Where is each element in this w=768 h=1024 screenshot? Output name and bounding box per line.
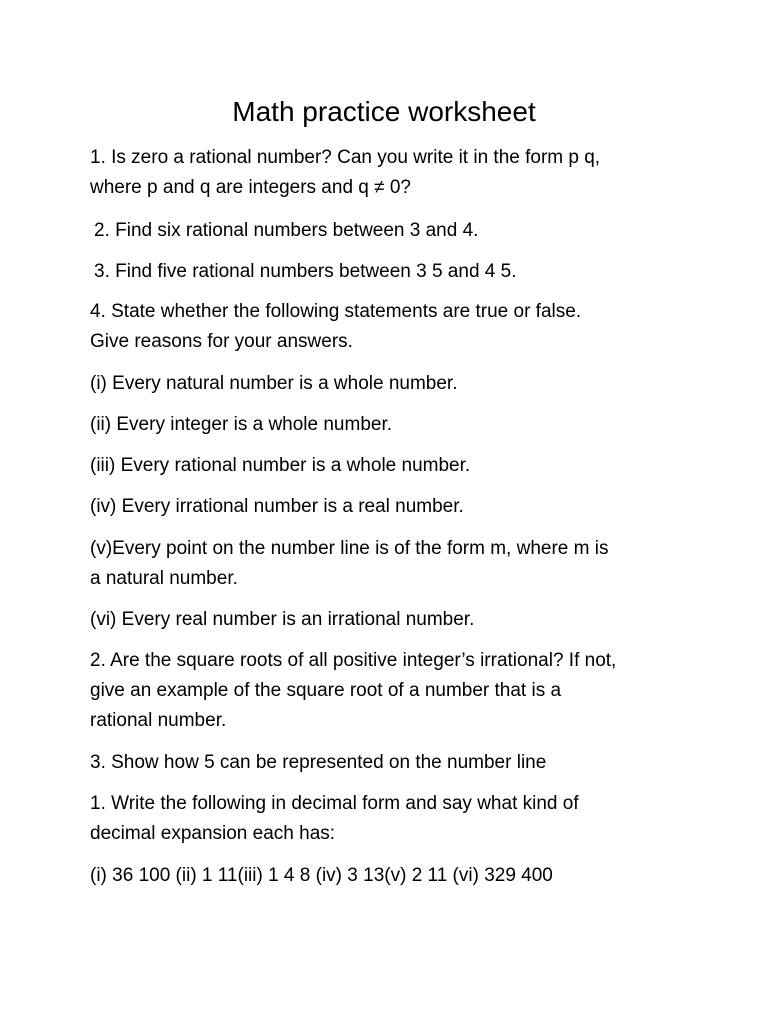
question-line: where p and q are integers and q ≠ 0? [90, 177, 411, 198]
question-line: (i) 36 100 (ii) 1 11(iii) 1 4 8 (iv) 3 13(v) 2 11 (vi) 329 400 [90, 865, 553, 886]
question-3-five-rationals [94, 257, 694, 287]
statement-line: (v)Every point on the number line is of the form m, where m is [90, 538, 609, 559]
question-line: decimal expansion each has: [90, 823, 336, 844]
statement-i [90, 369, 690, 399]
question-line: 3. Find five rational numbers between 3 5 and 4 5. [94, 261, 517, 282]
question-4-true-false [90, 297, 690, 357]
question-square-roots [90, 646, 690, 736]
statement-line: (i) Every natural number is a whole number. [90, 373, 458, 394]
question-2-six-rationals [94, 216, 694, 246]
question-decimal-form [90, 789, 690, 849]
question-line: give an example of the square root of a number that is a [90, 680, 562, 701]
statement-line: (iv) Every irrational number is a real number. [90, 496, 464, 517]
question-line: Give reasons for your answers. [90, 331, 353, 352]
question-line: rational number. [90, 710, 227, 731]
question-number-line [90, 748, 690, 778]
statement-line: (iii) Every rational number is a whole number. [90, 455, 471, 476]
statement-iv [90, 492, 690, 522]
statement-iii [90, 451, 690, 481]
question-line: 1. Is zero a rational number? Can you write it in the form p q, [90, 147, 601, 168]
statement-ii [90, 410, 690, 440]
statement-line: a natural number. [90, 568, 238, 589]
decimal-form-fractions [90, 861, 690, 891]
question-line: 4. State whether the following statements are true or false. [90, 301, 582, 322]
question-1-zero-rational [90, 143, 690, 203]
statement-v [90, 534, 690, 594]
question-line: 3. Show how 5 can be represented on the number line [90, 752, 547, 773]
worksheet-title: Math practice worksheet [232, 96, 536, 127]
question-line: 2. Are the square roots of all positive integer’s irrational? If not, [90, 650, 617, 671]
question-line: 2. Find six rational numbers between 3 and 4. [94, 220, 479, 241]
question-line: 1. Write the following in decimal form and say what kind of [90, 793, 579, 814]
statement-vi [90, 605, 690, 635]
statement-line: (ii) Every integer is a whole number. [90, 414, 393, 435]
statement-line: (vi) Every real number is an irrational number. [90, 609, 475, 630]
